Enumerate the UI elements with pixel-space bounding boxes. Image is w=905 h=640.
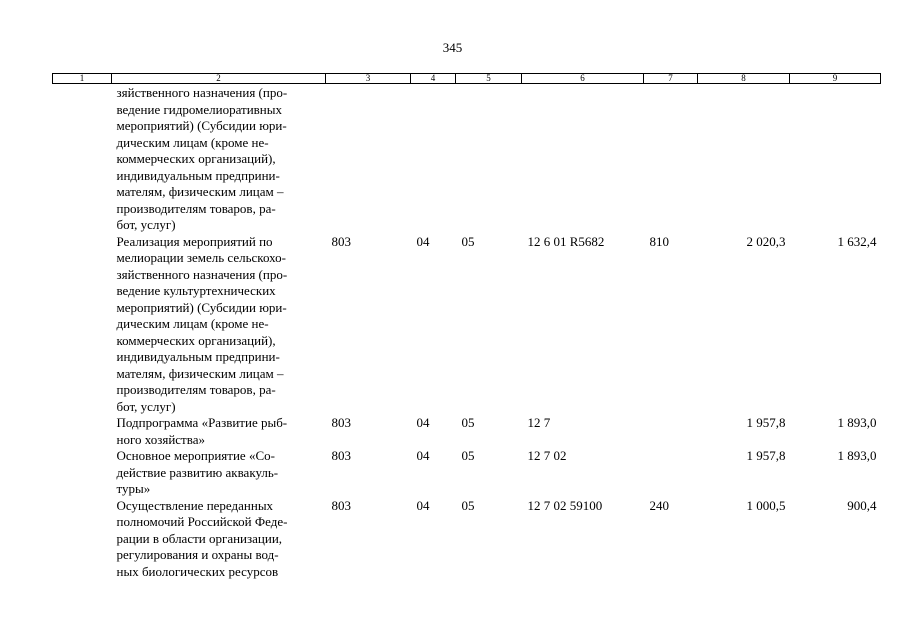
- row-cell-1: [53, 84, 112, 234]
- description-line: производителям товаров, ра-: [116, 200, 276, 216]
- description-line: индивидуальным предприни-: [116, 349, 280, 364]
- ministry-code: 803: [331, 497, 351, 513]
- target-article-code: [522, 84, 644, 234]
- table-row: [53, 448, 881, 498]
- budget-table: [52, 73, 881, 580]
- description-line: дическим лицам (кроме не-: [116, 134, 269, 150]
- target-article-code: 12 6 01 R5682: [527, 233, 605, 249]
- description-line: Подпрограмма «Развитие рыб-: [116, 415, 288, 430]
- description-line: зяйственного назначения (про-: [116, 266, 288, 282]
- column-header-5: 5: [456, 74, 522, 84]
- amount-col-8: 1 957,8: [746, 448, 786, 463]
- column-header-9: 9: [790, 74, 881, 84]
- expense-type-code: [644, 448, 698, 498]
- ministry-code: [326, 84, 411, 234]
- description-line: дическим лицам (кроме не-: [116, 316, 269, 331]
- row-description: [112, 84, 326, 234]
- expense-type-code: 240: [649, 497, 669, 513]
- column-header-7: 7: [644, 74, 698, 84]
- amount-col-9: 1 632,4: [837, 233, 877, 249]
- description-line: бот, услуг): [116, 398, 176, 414]
- subsection-code: 05: [461, 448, 475, 463]
- subsection-code: 05: [461, 415, 475, 430]
- column-header-6: 6: [522, 74, 644, 84]
- row-cell-1: [53, 498, 112, 581]
- amount-col-8: [698, 84, 790, 234]
- column-header-4: 4: [411, 74, 456, 84]
- table-row: [53, 234, 881, 416]
- row-description: [112, 234, 326, 416]
- subsection-code: 05: [461, 233, 475, 249]
- section-code: 04: [416, 415, 430, 430]
- target-article-code: 12 7 02 59100: [527, 497, 603, 513]
- description-line: ведение культуртехнических: [116, 283, 276, 298]
- description-line: коммерческих организаций),: [116, 151, 276, 166]
- description-line: Реализация мероприятий по: [116, 233, 273, 249]
- column-header-3: 3: [326, 74, 411, 84]
- subsection-code: [456, 84, 522, 234]
- description-line: туры»: [116, 481, 151, 496]
- description-line: коммерческих организаций),: [116, 332, 276, 348]
- column-header-1: 1: [53, 74, 112, 84]
- amount-col-8: 1 957,8: [746, 415, 786, 430]
- description-line: ного хозяйства»: [116, 431, 205, 447]
- row-cell-1: [53, 234, 112, 416]
- description-line: полномочий Российской Феде-: [116, 514, 288, 529]
- expense-type-code: 810: [649, 233, 669, 249]
- description-line: Основное мероприятие «Со-: [116, 448, 275, 463]
- row-cell-1: [53, 448, 112, 498]
- description-line: регулирования и охраны вод-: [116, 547, 279, 562]
- description-line: мателям, физическим лицам –: [116, 365, 284, 381]
- description-line: зяйственного назначения (про-: [116, 85, 288, 100]
- expense-type-code: [644, 415, 698, 448]
- description-line: мелиорации земель сельскохо-: [116, 250, 286, 265]
- ministry-code: 803: [331, 415, 351, 430]
- description-line: Осуществление переданных: [116, 497, 274, 513]
- section-code: 04: [416, 497, 430, 513]
- description-line: ных биологических ресурсов: [116, 563, 279, 579]
- description-line: мероприятий) (Субсидии юри-: [116, 118, 287, 133]
- description-line: производителям товаров, ра-: [116, 382, 276, 397]
- description-line: бот, услуг): [116, 217, 176, 232]
- table-row: [53, 415, 881, 448]
- target-article-code: 12 7 02: [527, 448, 567, 463]
- target-article-code: 12 7: [527, 415, 551, 430]
- page-number: 345: [442, 40, 463, 55]
- description-line: рации в области организации,: [116, 530, 283, 546]
- amount-col-9: [790, 84, 881, 234]
- ministry-code: 803: [331, 233, 351, 249]
- amount-col-8: 1 000,5: [746, 497, 786, 513]
- ministry-code: 803: [331, 448, 351, 463]
- subsection-code: 05: [461, 497, 475, 513]
- amount-col-9: 1 893,0: [837, 448, 877, 463]
- expense-type-code: [644, 84, 698, 234]
- column-numbers-row: [53, 74, 881, 84]
- column-header-2: 2: [112, 74, 326, 84]
- description-line: мероприятий) (Субсидии юри-: [116, 299, 287, 315]
- table-row: [53, 498, 881, 581]
- row-description: [112, 415, 326, 448]
- description-line: индивидуальным предприни-: [116, 167, 280, 183]
- amount-col-8: 2 020,3: [746, 233, 786, 249]
- table-row: [53, 84, 881, 234]
- section-code: 04: [416, 448, 430, 463]
- row-description: [112, 448, 326, 498]
- amount-col-9: 1 893,0: [837, 415, 877, 430]
- section-code: 04: [416, 233, 430, 249]
- description-line: ведение гидромелиоративных: [116, 101, 282, 117]
- section-code: [411, 84, 456, 234]
- description-line: мателям, физическим лицам –: [116, 184, 284, 199]
- amount-col-9: 900,4: [847, 497, 877, 513]
- description-line: действие развитию аквакуль-: [116, 464, 279, 480]
- row-description: [112, 498, 326, 581]
- row-cell-1: [53, 415, 112, 448]
- column-header-8: 8: [698, 74, 790, 84]
